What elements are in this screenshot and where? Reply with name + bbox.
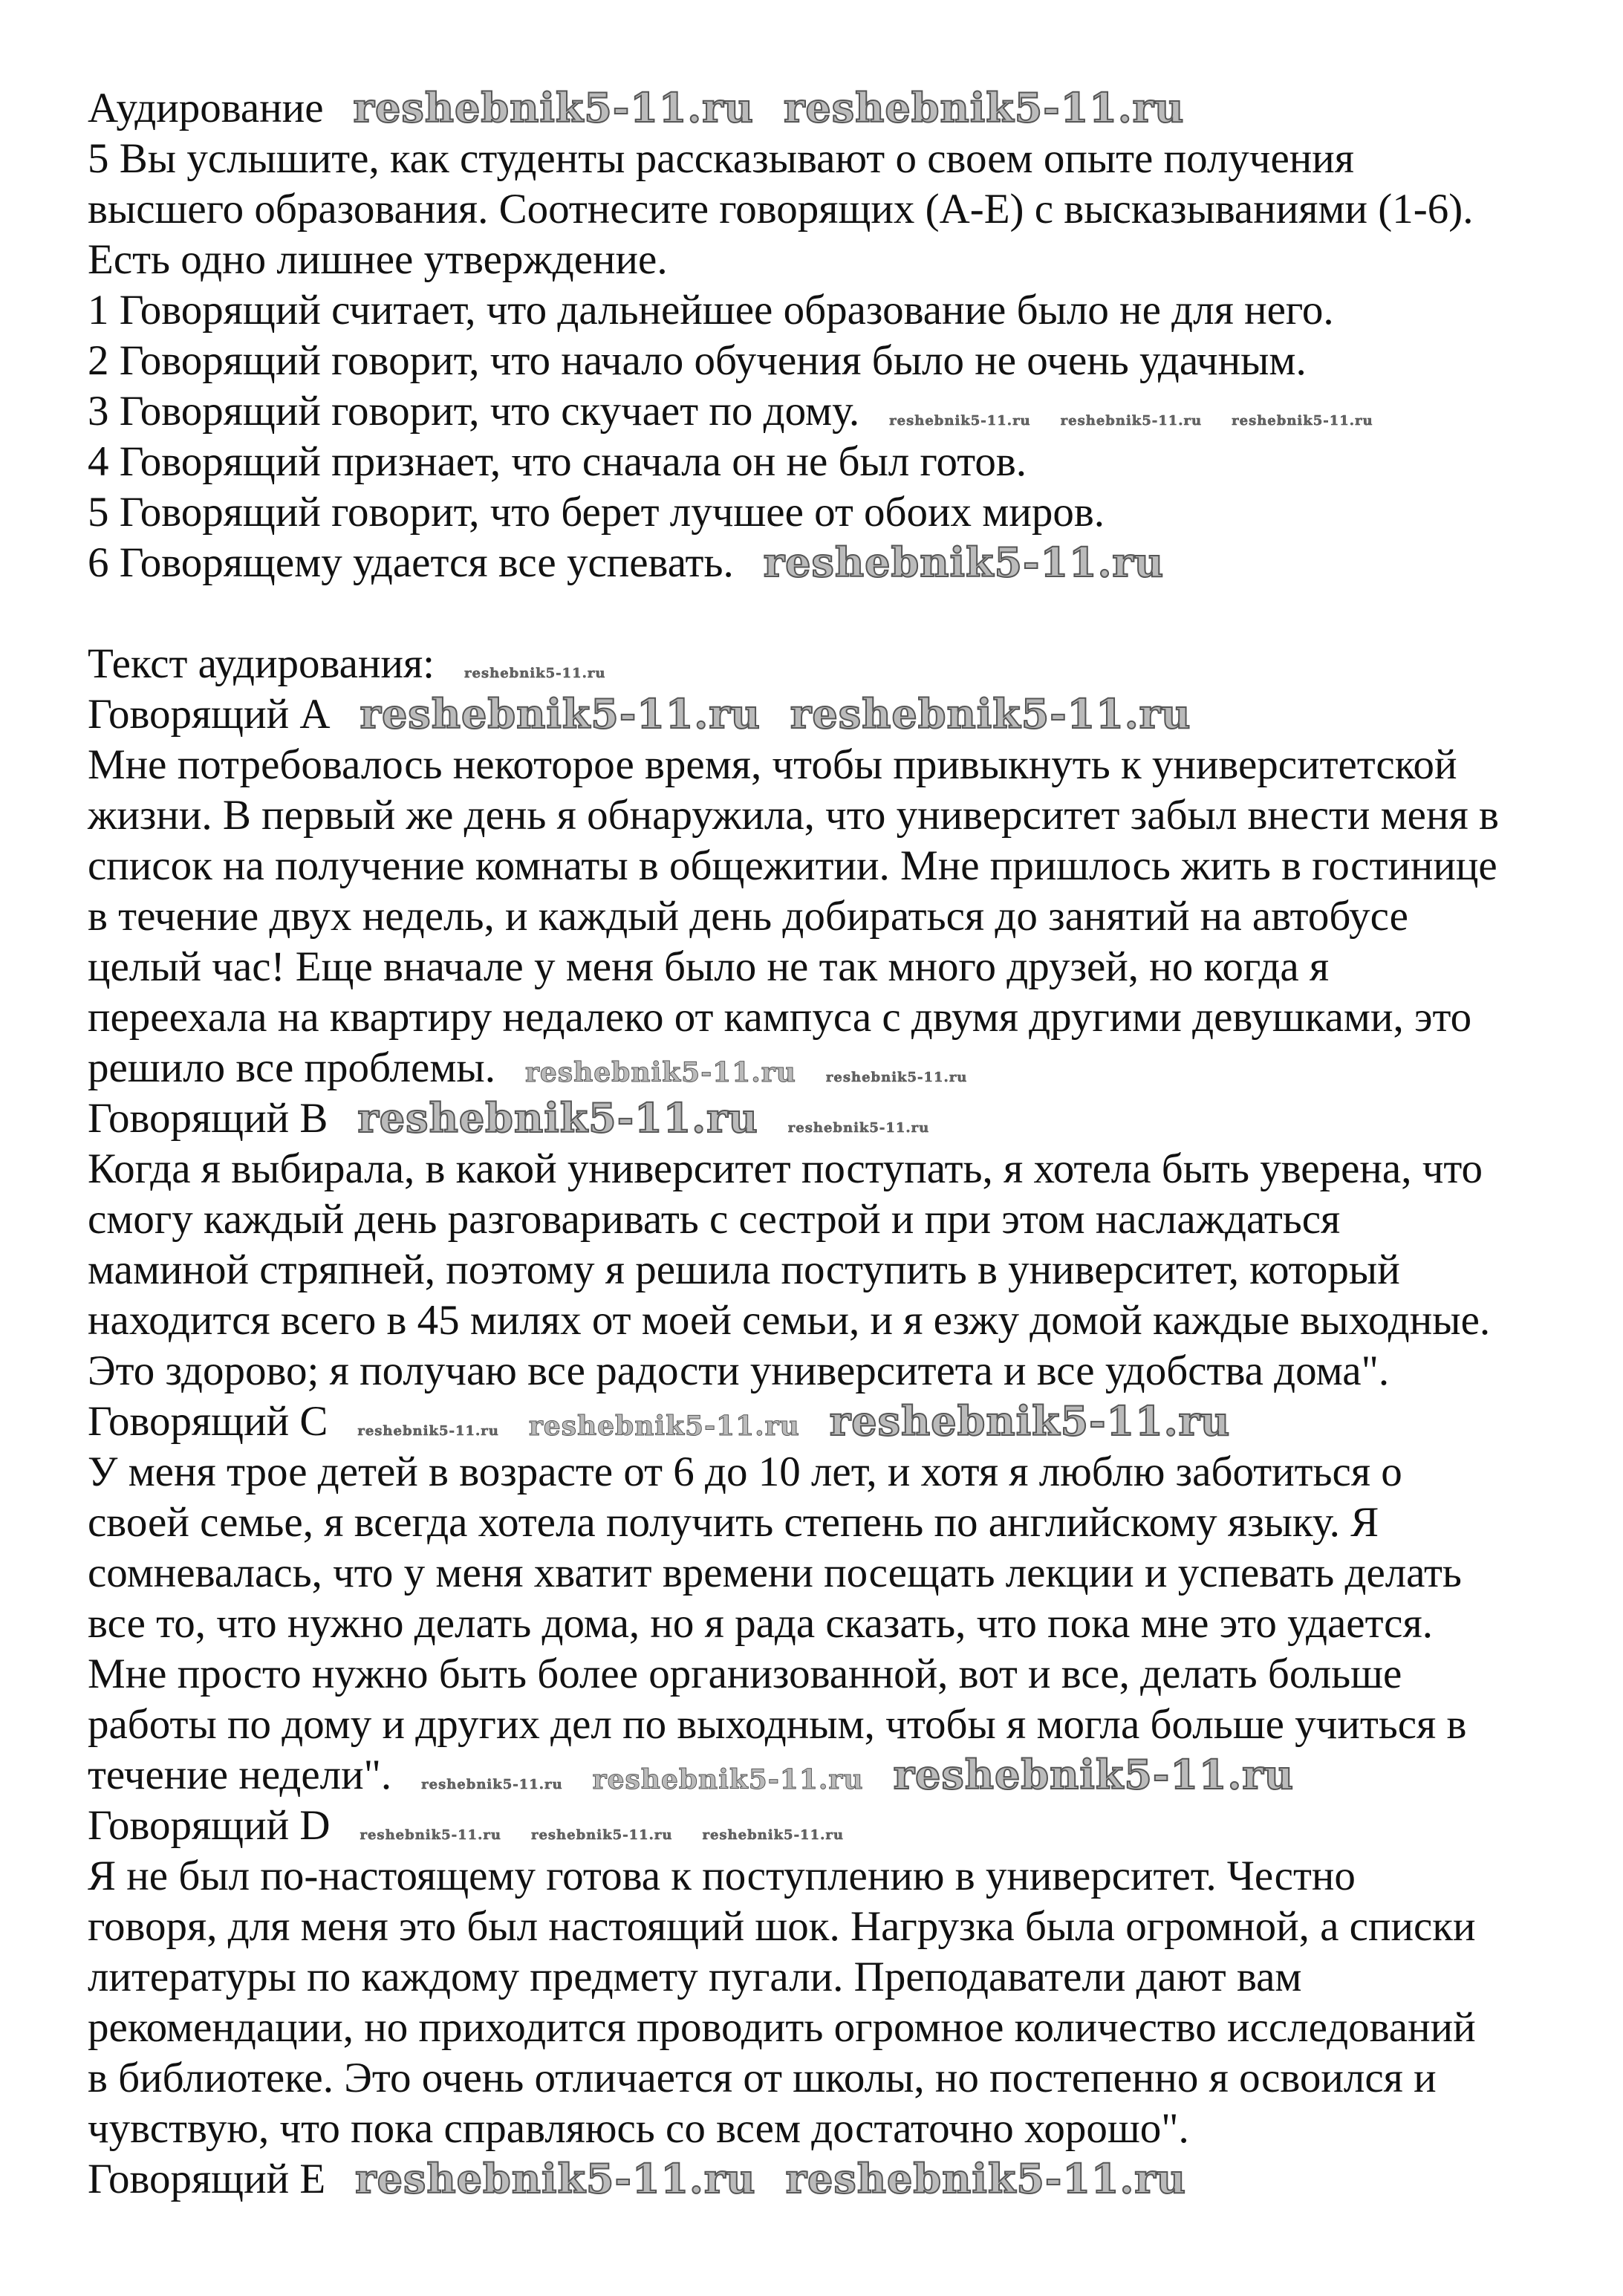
text-row — [88, 1144, 1499, 1194]
transcript-line: переехала на квартиру недалеко от кампуса с двумя другими девушками, это — [88, 994, 1472, 1041]
transcript-line: жизни. В первый же день я обнаружила, что университет забыл внести меня в — [88, 792, 1499, 839]
transcript-line: все то, что нужно делать дома, но я рада сказать, что пока мне это удается. — [88, 1600, 1433, 1647]
text-row — [88, 1801, 1499, 1851]
transcript-line: решило все проблемы. — [88, 1044, 495, 1091]
watermark: reshebnik5-11.ru — [530, 1827, 673, 1843]
section-heading: Текст аудирования: — [88, 640, 435, 687]
text-row — [88, 1396, 1499, 1447]
text-row — [88, 83, 1499, 134]
transcript-line: Это здорово; я получаю все радости университета и все удобства дома". — [88, 1347, 1390, 1394]
watermark: reshebnik5-11.ru — [763, 539, 1165, 586]
text-row — [88, 992, 1499, 1043]
statement-line: 6 Говорящему удается все успевать. — [88, 539, 734, 586]
watermark: reshebnik5-11.ru — [360, 1827, 501, 1843]
watermark: reshebnik5-11.ru — [464, 666, 606, 681]
watermark: reshebnik5-11.ru — [528, 1411, 800, 1442]
watermark: reshebnik5-11.ru — [592, 1764, 864, 1795]
transcript-line: Мне потребовалось некоторое время, чтобы привыкнуть к университетской — [88, 741, 1457, 788]
watermark: reshebnik5-11.ru — [421, 1777, 563, 1792]
text-row — [88, 1599, 1499, 1649]
text-row — [88, 639, 1499, 689]
text-row — [88, 538, 1499, 588]
watermark: reshebnik5-11.ru — [360, 690, 761, 738]
text-row — [88, 487, 1499, 538]
text-row — [88, 790, 1499, 841]
watermark: reshebnik5-11.ru — [787, 1120, 930, 1136]
text-row — [88, 942, 1499, 992]
text-row — [88, 1093, 1499, 1144]
statement-line: 5 Говорящий говорит, что берет лучшее от обоих миров. — [88, 489, 1105, 536]
watermark: reshebnik5-11.ru — [1060, 413, 1203, 429]
text-row — [88, 1750, 1499, 1801]
speaker-label: Говорящий B — [88, 1095, 328, 1142]
text-row — [88, 740, 1499, 790]
watermark: reshebnik5-11.ru — [524, 1057, 796, 1088]
transcript-line: Когда я выбирала, в какой университет поступать, я хотела быть уверена, что — [88, 1145, 1483, 1192]
text-row — [88, 1700, 1499, 1750]
task-instruction-line: 5 Вы услышите, как студенты рассказывают о своем опыте получения — [88, 135, 1354, 182]
transcript-line: рекомендации, но приходится проводить огромное количество исследований — [88, 2004, 1476, 2051]
statement-line: 2 Говорящий говорит, что начало обучения было не очень удачным. — [88, 337, 1307, 384]
watermark: reshebnik5-11.ru — [783, 84, 1185, 131]
watermark: reshebnik5-11.ru — [702, 1827, 844, 1843]
text-row — [88, 1649, 1499, 1700]
text-row — [88, 1447, 1499, 1497]
speaker-label: Говорящий D — [88, 1802, 331, 1849]
watermark: reshebnik5-11.ru — [357, 1423, 499, 1439]
text-row — [88, 285, 1499, 336]
transcript-line: чувствую, что пока справляюсь со всем достаточно хорошо". — [88, 2105, 1189, 2152]
text-row — [88, 1952, 1499, 2003]
watermark: reshebnik5-11.ru — [357, 1094, 758, 1142]
statement-line: 3 Говорящий говорит, что скучает по дому. — [88, 388, 860, 435]
text-row — [88, 2053, 1499, 2104]
watermark: reshebnik5-11.ru — [790, 690, 1191, 738]
speaker-label: Говорящий C — [88, 1398, 328, 1445]
watermark: reshebnik5-11.ru — [355, 2155, 756, 2202]
transcript-line: говоря, для меня это был настоящий шок. Нагрузка была огромной, а списки — [88, 1903, 1476, 1950]
text-row — [88, 841, 1499, 891]
transcript-line: своей семье, я всегда хотела получить степень по английскому языку. Я — [88, 1499, 1379, 1546]
transcript-line: Я не был по-настоящему готова к поступлению в университет. Честно — [88, 1853, 1356, 1899]
text-row — [88, 336, 1499, 386]
statement-line: 4 Говорящий признает, что сначала он не был готов. — [88, 438, 1027, 485]
transcript-line: работы по дому и других дел по выходным, чтобы я могла больше учиться в — [88, 1701, 1467, 1748]
text-row — [88, 1245, 1499, 1295]
transcript-line: Мне просто нужно быть более организованной, вот и все, делать больше — [88, 1651, 1402, 1697]
text-row — [88, 1295, 1499, 1346]
text-row — [88, 1497, 1499, 1548]
watermark: reshebnik5-11.ru — [1232, 413, 1373, 429]
text-row — [88, 2154, 1499, 2205]
watermark: reshebnik5-11.ru — [825, 1070, 968, 1085]
statement-line: 1 Говорящий считает, что дальнейшее образование было не для него. — [88, 287, 1334, 334]
speaker-label: Говорящий E — [88, 2156, 326, 2202]
transcript-line: целый час! Еще вначале у меня было не так много друзей, но когда я — [88, 943, 1330, 990]
text-row — [88, 1902, 1499, 1952]
blank-line — [88, 588, 1499, 639]
text-row — [88, 2003, 1499, 2053]
text-row — [88, 1548, 1499, 1599]
text-row — [88, 1194, 1499, 1245]
transcript-line: в течение двух недель, и каждый день добираться до занятий на автобусе — [88, 893, 1408, 940]
watermark: reshebnik5-11.ru — [893, 1751, 1294, 1798]
transcript-line: маминой стряпней, поэтому я решила поступить в университет, который — [88, 1246, 1400, 1293]
transcript-line: находится всего в 45 милях от моей семьи, и я езжу домой каждые выходные. — [88, 1297, 1491, 1344]
text-row — [88, 1346, 1499, 1396]
watermark: reshebnik5-11.ru — [889, 413, 1031, 429]
text-row — [88, 184, 1499, 235]
section-heading: Аудирование — [88, 85, 324, 131]
text-row — [88, 386, 1499, 437]
task-instruction-line: Есть одно лишнее утверждение. — [88, 236, 668, 283]
transcript-line: смогу каждый день разговаривать с сестрой и при этом наслаждаться — [88, 1196, 1341, 1243]
document-body — [88, 83, 1499, 2205]
transcript-line: течение недели". — [88, 1752, 392, 1798]
speaker-label: Говорящий A — [88, 691, 331, 738]
text-row — [88, 891, 1499, 942]
transcript-line: У меня трое детей в возрасте от 6 до 10 лет, и хотя я люблю заботиться о — [88, 1448, 1402, 1495]
text-row — [88, 1851, 1499, 1902]
watermark: reshebnik5-11.ru — [829, 1397, 1231, 1445]
transcript-line: литературы по каждому предмету пугали. Преподаватели дают вам — [88, 1954, 1302, 2000]
text-row — [88, 235, 1499, 285]
watermark: reshebnik5-11.ru — [353, 84, 754, 131]
text-row — [88, 437, 1499, 487]
watermark: reshebnik5-11.ru — [785, 2155, 1186, 2202]
transcript-line: список на получение комнаты в общежитии. Мне пришлось жить в гостинице — [88, 842, 1497, 889]
text-row — [88, 134, 1499, 184]
transcript-line: сомневалась, что у меня хватит времени посещать лекции и успевать делать — [88, 1549, 1462, 1596]
text-row — [88, 2104, 1499, 2154]
transcript-line: в библиотеке. Это очень отличается от школы, но постепенно я освоился и — [88, 2055, 1437, 2101]
text-row — [88, 1043, 1499, 1093]
text-row — [88, 689, 1499, 740]
task-instruction-line: высшего образования. Соотнесите говорящих (A-E) с высказываниями (1-6). — [88, 186, 1474, 232]
